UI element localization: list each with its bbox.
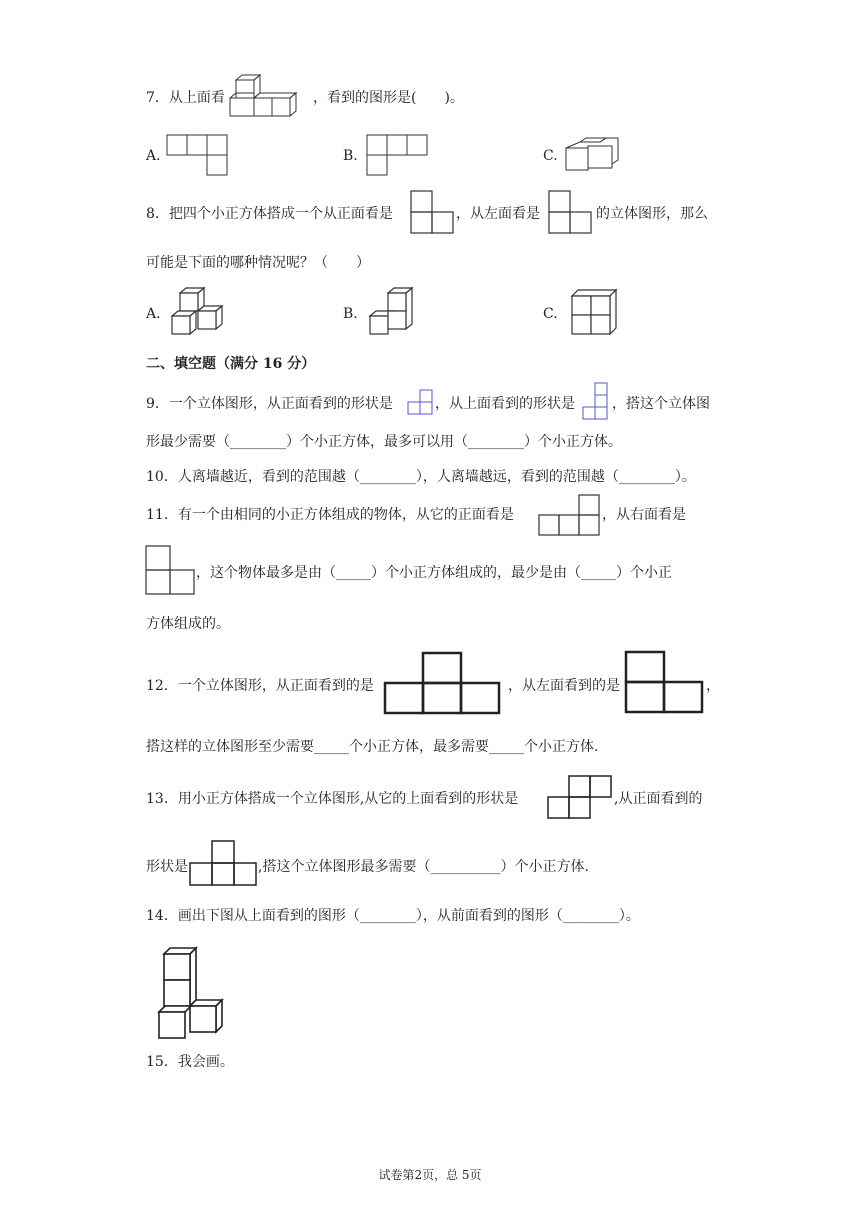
q8-text-2: ，从左面看是 bbox=[456, 206, 540, 222]
q8-option-b-figure bbox=[366, 284, 418, 338]
q9-front-view-figure bbox=[407, 388, 435, 416]
q8-left-view-figure bbox=[548, 190, 594, 234]
q11-text-1: 11．有一个由相同的小正方体组成的物体，从它的正面看是 bbox=[146, 507, 514, 523]
q13-top-view-figure bbox=[547, 775, 613, 821]
q14-cube-figure bbox=[156, 944, 228, 1040]
q7-cube-figure bbox=[226, 72, 310, 120]
q11-line-3: 方体组成的。 bbox=[146, 616, 230, 632]
q12-front-view-figure bbox=[382, 651, 504, 715]
q8-option-b-label[interactable]: B. bbox=[343, 306, 358, 322]
q10-text: 10．人离墙越近，看到的范围越（________），人离墙越远，看到的范围越（________）。 bbox=[146, 469, 696, 485]
q8-text-3: 的立体图形，那么 bbox=[596, 206, 708, 222]
q13-line-2b: ,搭这个立体图形最多需要（__________）个小正方体. bbox=[258, 859, 589, 875]
q13-front-view-figure bbox=[189, 840, 257, 886]
q7-option-a-figure bbox=[166, 134, 230, 178]
q8-option-a-figure bbox=[168, 286, 224, 338]
q7-option-b-figure bbox=[366, 134, 430, 178]
section-2-title: 二、填空题（满分 16 分） bbox=[146, 356, 316, 372]
q12-line-2: 搭这样的立体图形至少需要_____个小正方体，最多需要_____个小正方体. bbox=[146, 739, 599, 755]
q7-option-b-label[interactable]: B. bbox=[343, 148, 358, 164]
q8-line-2: 可能是下面的哪种情况呢？（ ） bbox=[146, 255, 370, 271]
q11-line-2: ，这个物体最多是由（_____）个小正方体组成的，最少是由（_____）个小正 bbox=[196, 565, 672, 581]
q11-front-view-figure bbox=[538, 494, 602, 538]
q15-text: 15．我会画。 bbox=[146, 1054, 234, 1070]
q9-top-view-figure bbox=[582, 381, 610, 423]
q13-text-2: ,从正面看到的 bbox=[614, 791, 703, 807]
q9-text-1: 9．一个立体图形，从正面看到的形状是 bbox=[146, 396, 393, 412]
q9-line-2: 形最少需要（________）个小正方体，最多可以用（________）个小正方体。 bbox=[146, 434, 622, 450]
q9-text-2: ，从上面看到的形状是 bbox=[435, 396, 575, 412]
q14-text: 14．画出下图从上面看到的图形（________），从前面看到的图形（________）。 bbox=[146, 908, 640, 924]
q11-text-2: ，从右面看是 bbox=[602, 507, 686, 523]
page-footer: 试卷第2页，总 5页 bbox=[378, 1168, 482, 1182]
q11-right-view-figure bbox=[145, 545, 197, 597]
q7-option-c-figure bbox=[564, 136, 624, 172]
q8-option-c-figure bbox=[568, 288, 620, 336]
q13-text-1: 13．用小正方体搭成一个立体图形,从它的上面看到的形状是 bbox=[146, 791, 519, 807]
q7-text-after: ，看到的图形是( )。 bbox=[313, 90, 464, 106]
q8-option-c-label[interactable]: C. bbox=[543, 306, 558, 322]
q12-text-1: 12．一个立体图形，从正面看到的是 bbox=[146, 678, 374, 694]
q8-front-view-figure bbox=[410, 190, 456, 234]
q12-text-3: ， bbox=[706, 678, 720, 694]
q7-option-c-label[interactable]: C. bbox=[543, 148, 558, 164]
q7-option-a-label[interactable]: A. bbox=[146, 148, 161, 164]
q8-option-a-label[interactable]: A. bbox=[146, 306, 161, 322]
q12-left-view-figure bbox=[623, 650, 707, 716]
q13-line-2a: 形状是 bbox=[146, 859, 188, 875]
q7-text-before: 7．从上面看 bbox=[146, 90, 225, 106]
q9-text-3: ，搭这个立体图 bbox=[612, 396, 710, 412]
q8-text-1: 8．把四个小正方体搭成一个从正面看是 bbox=[146, 206, 393, 222]
q12-text-2: ，从左面看到的是 bbox=[508, 678, 620, 694]
